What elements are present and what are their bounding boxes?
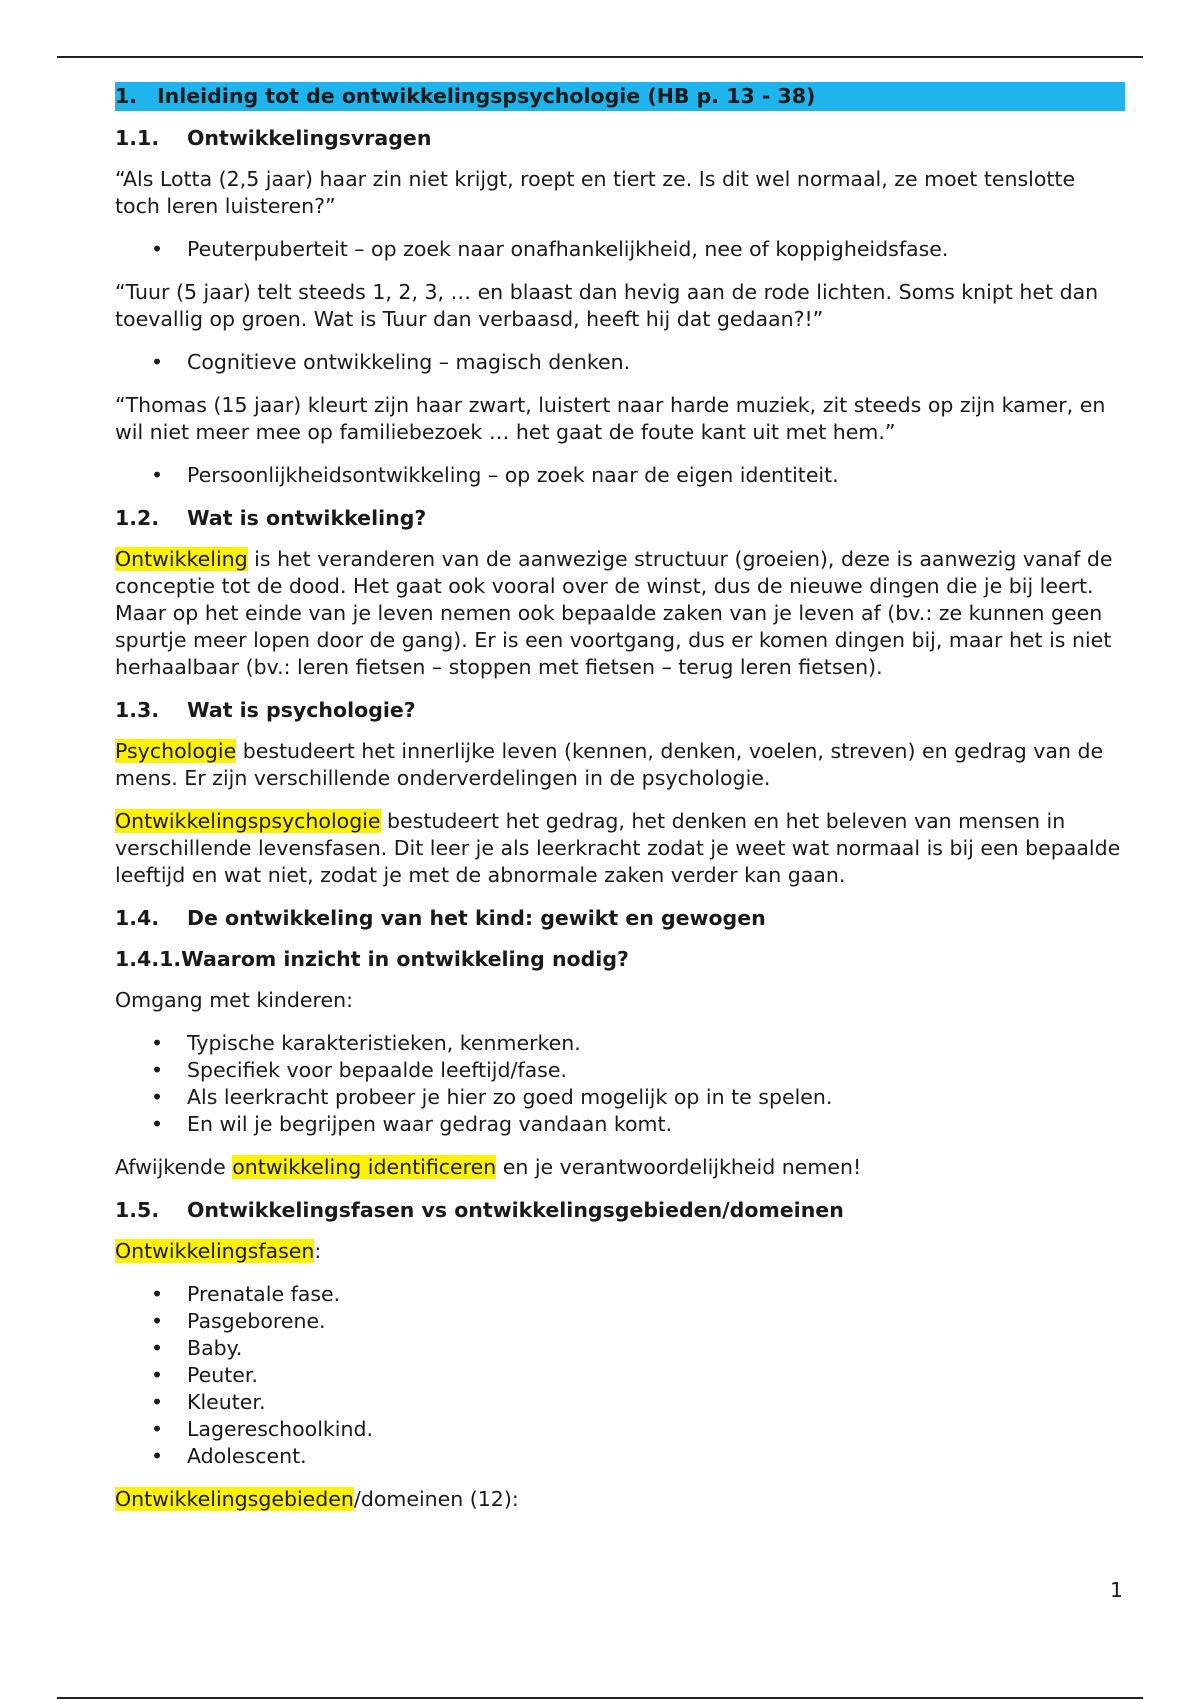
- subsection-title: Waarom inzicht in ontwikkeling nodig?: [181, 947, 629, 971]
- subsection-heading-1-4-1: [115, 946, 1125, 973]
- list-item-text: Peuter.: [187, 1363, 258, 1387]
- section-heading-1-4: [115, 905, 1125, 932]
- bullet-icon: •: [151, 1085, 164, 1109]
- list-item: [115, 1057, 1125, 1084]
- list-item-text: Pasgeborene.: [187, 1309, 326, 1333]
- list-item: [115, 1389, 1125, 1416]
- highlighted-term: ontwikkeling identificeren: [232, 1155, 497, 1179]
- footer-rule: [57, 1697, 1143, 1699]
- bullet-icon: •: [151, 1444, 164, 1468]
- bullet-icon: •: [151, 1112, 164, 1136]
- list-item-text: Persoonlijkheidsontwikkeling – op zoek naar de eigen identiteit.: [187, 463, 839, 487]
- section-heading-1-5: [115, 1197, 1125, 1224]
- quote-tuur: “Tuur (5 jaar) telt steeds 1, 2, 3, … en blaast dan hevig aan de rode lichten. Soms knipt het dan toevallig op groen. Wat is Tuur dan verbaasd, heeft hij dat gedaan?!”: [115, 280, 1099, 331]
- bullet-icon: •: [151, 463, 164, 487]
- section-title: Ontwikkelingsvragen: [187, 126, 432, 150]
- paragraph-intro: Omgang met kinderen:: [115, 988, 354, 1012]
- highlighted-term: Ontwikkelingsgebieden: [115, 1487, 354, 1511]
- section-number: 1.3.: [115, 698, 160, 722]
- bullet-list-fasen: [115, 1281, 1125, 1470]
- list-item-text: Lagereschoolkind.: [187, 1417, 374, 1441]
- list-item-text: Baby.: [187, 1336, 243, 1360]
- section-title: De ontwikkeling van het kind: gewikt en gewogen: [187, 906, 766, 930]
- paragraph-text: Afwijkende: [115, 1155, 233, 1179]
- bullet-icon: •: [151, 237, 164, 261]
- bullet-icon: •: [151, 1390, 164, 1414]
- list-item: [115, 349, 1125, 376]
- list-item: [115, 1308, 1125, 1335]
- bullet-icon: •: [151, 1417, 164, 1441]
- bullet-list-omgang: [115, 1030, 1125, 1138]
- page-number: 1: [1110, 1578, 1124, 1602]
- header-rule: [57, 56, 1143, 58]
- highlighted-term: Ontwikkeling: [115, 547, 248, 571]
- subsection-number: 1.4.1.: [115, 947, 182, 971]
- list-item-text: Adolescent.: [187, 1444, 307, 1468]
- paragraph-text: en je verantwoordelijkheid nemen!: [496, 1155, 862, 1179]
- bullet-icon: •: [151, 1309, 164, 1333]
- paragraph-fasen: [115, 1238, 1125, 1265]
- paragraph-gebieden: [115, 1486, 1125, 1513]
- paragraph-afwijkende: [115, 1154, 1125, 1181]
- bullet-list: [115, 462, 1125, 489]
- paragraph-text: bestudeert het innerlijke leven (kennen, denken, voelen, streven) en gedrag van de mens. Er zijn verschillende onderverdelingen in de psychologie.: [115, 739, 1104, 790]
- paragraph-text: bestudeert het gedrag, het denken en het beleven van mensen in verschillende levensfasen. Dit leer je als leerkracht zodat je weet wat normaal is bij een bepaalde leeftijd en wat niet, zodat je met de abnormale zaken verder kan gaan.: [115, 809, 1121, 887]
- section-title: Wat is psychologie?: [187, 698, 416, 722]
- section-number: 1.5.: [115, 1198, 160, 1222]
- bullet-icon: •: [151, 1363, 164, 1387]
- list-item-text: Als leerkracht probeer je hier zo goed mogelijk op in te spelen.: [187, 1085, 833, 1109]
- quote-thomas: “Thomas (15 jaar) kleurt zijn haar zwart, luistert naar harde muziek, zit steeds op zijn kamer, en wil niet meer mee op familiebezoek … het gaat de foute kant uit met hem.”: [115, 393, 1106, 444]
- section-number: 1.1.: [115, 126, 160, 150]
- list-item: [115, 1281, 1125, 1308]
- list-item-text: Specifiek voor bepaalde leeftijd/fase.: [187, 1058, 567, 1082]
- section-number: 1.2.: [115, 506, 160, 530]
- list-item: [115, 1030, 1125, 1057]
- list-item: [115, 1362, 1125, 1389]
- list-item: [115, 1111, 1125, 1138]
- bullet-icon: •: [151, 1282, 164, 1306]
- section-heading-1-2: [115, 505, 1125, 532]
- list-item: [115, 1416, 1125, 1443]
- definition-ontwikkeling: [115, 546, 1125, 681]
- paragraph-text: /domeinen (12):: [353, 1487, 519, 1511]
- list-item-text: Cognitieve ontwikkeling – magisch denken.: [187, 350, 631, 374]
- paragraph-text: is het veranderen van de aanwezige structuur (groeien), deze is aanwezig vanaf de conceptie tot de dood. Het gaat ook vooral over de winst, dus de nieuwe dingen die je bij leert. Maar op het einde van je leven nemen ook bepaalde zaken van je leven af (bv.: ze kunnen geen spurtje meer lopen door de gang). Er is een voortgang, dus er komen dingen bij, maar het is niet herhaalbaar (bv.: leren fietsen – stoppen met fietsen – terug leren fietsen).: [115, 547, 1113, 679]
- section-heading-1-1: [115, 125, 1125, 152]
- list-item: [115, 1084, 1125, 1111]
- definition-psychologie: [115, 738, 1125, 792]
- list-item: [115, 1335, 1125, 1362]
- chapter-heading: [115, 82, 1125, 111]
- list-item-text: Peuterpuberteit – op zoek naar onafhankelijkheid, nee of koppigheidsfase.: [187, 237, 949, 261]
- section-heading-1-3: [115, 697, 1125, 724]
- highlighted-term: Ontwikkelingsfasen: [115, 1239, 315, 1263]
- bullet-icon: •: [151, 1336, 164, 1360]
- list-item-text: En wil je begrijpen waar gedrag vandaan komt.: [187, 1112, 673, 1136]
- list-item: [115, 462, 1125, 489]
- bullet-icon: •: [151, 350, 164, 374]
- bullet-icon: •: [151, 1031, 164, 1055]
- paragraph-text: :: [314, 1239, 322, 1263]
- document-page: [115, 82, 1125, 1529]
- list-item: [115, 236, 1125, 263]
- list-item-text: Kleuter.: [187, 1390, 266, 1414]
- section-title: Ontwikkelingsfasen vs ontwikkelingsgebieden/domeinen: [187, 1198, 844, 1222]
- bullet-list: [115, 349, 1125, 376]
- list-item: [115, 1443, 1125, 1470]
- section-title: Wat is ontwikkeling?: [187, 506, 427, 530]
- list-item-text: Typische karakteristieken, kenmerken.: [187, 1031, 581, 1055]
- list-item-text: Prenatale fase.: [187, 1282, 341, 1306]
- bullet-list: [115, 236, 1125, 263]
- chapter-title: Inleiding tot de ontwikkelingspsychologie (HB p. 13 - 38): [157, 84, 816, 108]
- quote-lotta: “Als Lotta (2,5 jaar) haar zin niet krijgt, roept en tiert ze. Is dit wel normaal, ze moet tenslotte toch leren luisteren?”: [115, 167, 1076, 218]
- definition-ontwikkelingspsychologie: [115, 808, 1125, 889]
- highlighted-term: Psychologie: [115, 739, 237, 763]
- chapter-number: 1.: [115, 84, 138, 108]
- highlighted-term: Ontwikkelingspsychologie: [115, 809, 381, 833]
- section-number: 1.4.: [115, 906, 160, 930]
- bullet-icon: •: [151, 1058, 164, 1082]
